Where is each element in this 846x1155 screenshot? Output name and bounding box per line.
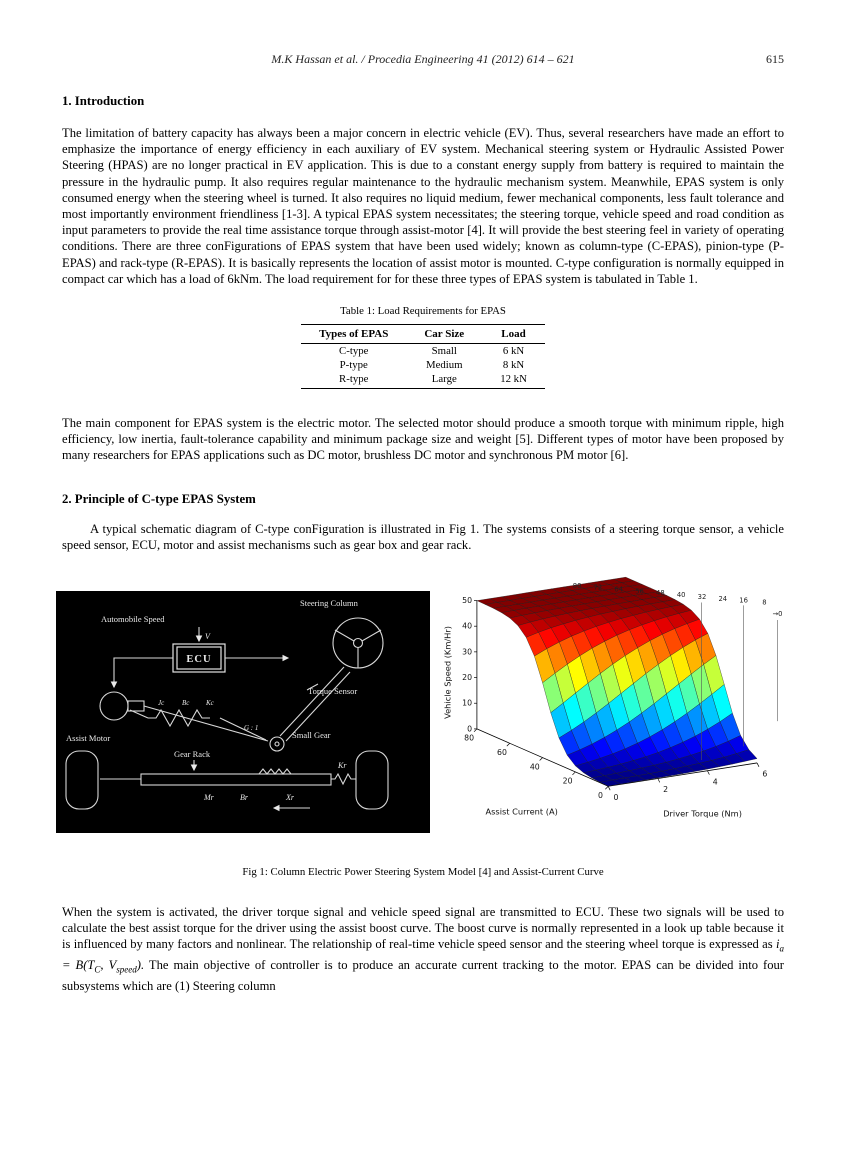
- label-column-inertia: Jc: [158, 699, 165, 708]
- table1-caption: Table 1: Load Requirements for EPAS: [340, 305, 506, 318]
- z-tick-label: 0: [467, 724, 473, 734]
- top-edge-label: 16: [739, 596, 748, 605]
- torque-tick-label: 6: [762, 769, 768, 779]
- top-edge-label: 40: [676, 591, 686, 600]
- top-edge-label: 72: [593, 583, 603, 592]
- current-tick: [474, 729, 477, 732]
- table1-cell: Large: [406, 372, 482, 389]
- top-edge-label: 56: [635, 587, 644, 596]
- math-expression: $i_a = B(T_C$, $V_{speed}$).: [62, 937, 784, 975]
- torque-tick-label: 4: [712, 777, 718, 787]
- page-number: 615: [766, 52, 784, 66]
- section2-heading: 2. Principle of C-type EPAS System: [62, 491, 256, 506]
- table1-cell: Medium: [425, 359, 463, 372]
- table1-block: [62, 305, 784, 389]
- table1-cell: P-type: [339, 359, 368, 372]
- current-axis-title: Assist Current (A): [485, 806, 558, 817]
- top-edge-label: 32: [697, 592, 707, 601]
- figure1-caption: Fig 1: Column Electric Power Steering System Model [4] and Assist-Current Curve: [242, 866, 604, 879]
- paragraph-motor: The main component for EPAS system is the electric motor. The selected motor should produce a smooth torque with minimum ripple, high efficiency, low inertia, fault-tolerance capability and minimum package size and weight [5]. Different types of motor have been proposed by many researchers for EPAS applications such as DC motor, brushless DC motor and synchronous PM motor [6].: [62, 416, 784, 463]
- table1-cell: 12 kN: [482, 372, 545, 389]
- current-tick-label: 60: [497, 747, 507, 757]
- final-text-after-math: The main objective of controller is to produce an accurate current tracking to the motor. EPAS can be divided into four subsystems which are (1) Steering column: [62, 958, 784, 993]
- table1-header-carsize: Car Size: [406, 325, 482, 344]
- z-axis-title: Vehicle Speed (Km/Hr): [442, 626, 453, 719]
- table1-row: [301, 358, 545, 372]
- torque-tick: [757, 763, 759, 767]
- torque-tick-label: 2: [663, 785, 669, 795]
- section1-heading: 1. Introduction: [62, 94, 145, 108]
- current-tick-label: 80: [464, 733, 475, 743]
- label-gear-ratio: G : 1: [244, 724, 259, 733]
- table1-header-row: [301, 325, 545, 344]
- label-assist-motor: Assist Motor: [66, 733, 111, 744]
- paragraph-final: [62, 904, 784, 994]
- running-head-text: M.K Hassan et al. / Procedia Engineering 41 (2012) 614 – 621: [271, 52, 575, 66]
- current-tick-label: 40: [529, 762, 540, 772]
- torque-tick-label: 0: [613, 792, 619, 802]
- label-rack-displacement: Xr: [286, 793, 294, 803]
- table1-cell: R-type: [301, 372, 406, 389]
- z-tick-label: 20: [462, 673, 473, 683]
- label-automobile-speed: Automobile Speed: [101, 614, 165, 625]
- table1: [301, 324, 545, 389]
- table1-cell: Small: [431, 345, 457, 358]
- label-torque-sensor: Torque Sensor: [308, 686, 358, 697]
- current-tick: [605, 786, 608, 789]
- z-tick-label: 50: [462, 595, 473, 605]
- label-small-gear: Small Gear: [292, 730, 331, 741]
- current-tick: [507, 743, 510, 746]
- label-column-damping: Bc: [182, 699, 190, 708]
- label-gear-rack: Gear Rack: [174, 749, 211, 760]
- torque-tick: [707, 771, 709, 775]
- torque-tick: [608, 786, 610, 790]
- current-tick: [540, 758, 543, 761]
- top-edge-label: 24: [718, 594, 728, 603]
- top-edge-label: 80: [572, 581, 582, 590]
- final-text-before-math: When the system is activated, the driver torque signal and vehicle speed signal are transmitted to ECU. These two signals will be used to calculate the best assist torque for the driver using the assist boost curve. The boost curve is normally represented in a look up table because it is influenced by many factors and nonlinear. The relationship of real-time vehicle speed sensor and the steering wheel torque is expressed as: [62, 905, 784, 952]
- label-steering-column: Steering Column: [300, 598, 358, 609]
- current-tick: [572, 772, 575, 775]
- z-tick-label: 10: [462, 698, 473, 708]
- figure1: [56, 575, 802, 840]
- table1-cell: 6 kN: [502, 345, 525, 358]
- assist-current-curve-plot: [438, 575, 794, 840]
- current-tick-label: 20: [562, 776, 573, 786]
- top-edge-label: 64: [614, 585, 624, 594]
- paragraph-intro: The limitation of battery capacity has always been a major concern in electric vehicle (EV). Thus, several researchers have made an effort to emphasize the importance of energy efficiency in each auxiliary of EV system. Mechanical steering system or Hydraulic Assisted Power Steering (HPAS) are no longer practical in EV application. This is due to a constant energy supply from battery is required to maintain the pressure in the hydraulic pump. It also requires regular maintenance to the hydraulic mechanism system. Meanwhile, EPAS system is only consumed energy when the steering wheel is turned. It also requires no liquid medium, fewer mechanical components, less fault tolerance and most importantly environment friendliness [1-3]. A typical EPAS system necessitates; the steering torque, vehicle speed and road condition as input parameters to provide the real time assistance torque through assist-motor [4]. It will provide the best steering feel in variety of operating conditions. There are three conFigurations of EPAS system that have been used widely; known as column-type (C-EPAS), pinion-type (P-EPAS) and rack-type (R-EPAS). It is basically represents the location of assist motor is mounted. C-type configuration is normally equipped in compact car which has a load of 6kNm. The load requirement for for these three types of EPAS system is tabulated in Table 1.: [62, 126, 784, 286]
- z-tick-label: 40: [462, 621, 473, 631]
- table1-header-types: Types of EPAS: [301, 325, 406, 344]
- table1-cell: 8 kN: [502, 359, 525, 372]
- label-ecu: ECU: [186, 654, 212, 666]
- z-tick-label: 30: [462, 647, 473, 657]
- label-rack-damping: Br: [240, 793, 248, 803]
- table1-row: [301, 372, 545, 389]
- label-v: V: [205, 632, 210, 642]
- label-rack-mass: Mr: [204, 793, 214, 803]
- top-edge-end-label: →0: [772, 610, 783, 619]
- table1-header-load: Load: [482, 325, 545, 344]
- steering-system-schematic: [56, 591, 430, 833]
- top-edge-label: 8: [762, 598, 767, 607]
- running-head: [62, 52, 784, 67]
- label-column-stiffness: Kc: [206, 699, 214, 708]
- table1-row: [301, 344, 545, 359]
- current-tick-label: 0: [597, 791, 603, 801]
- torque-tick: [658, 779, 660, 783]
- table1-cell: C-type: [339, 345, 369, 358]
- label-rack-stiffness: Kr: [338, 761, 347, 771]
- paragraph-schematic: A typical schematic diagram of C-type conFiguration is illustrated in Fig 1. The systems consists of a steering torque sensor, a vehicle speed sensor, ECU, motor and assist mechanisms such as gear box and gear rack.: [62, 521, 784, 552]
- top-edge-label: 48: [656, 589, 665, 598]
- torque-axis-title: Driver Torque (Nm): [663, 808, 742, 819]
